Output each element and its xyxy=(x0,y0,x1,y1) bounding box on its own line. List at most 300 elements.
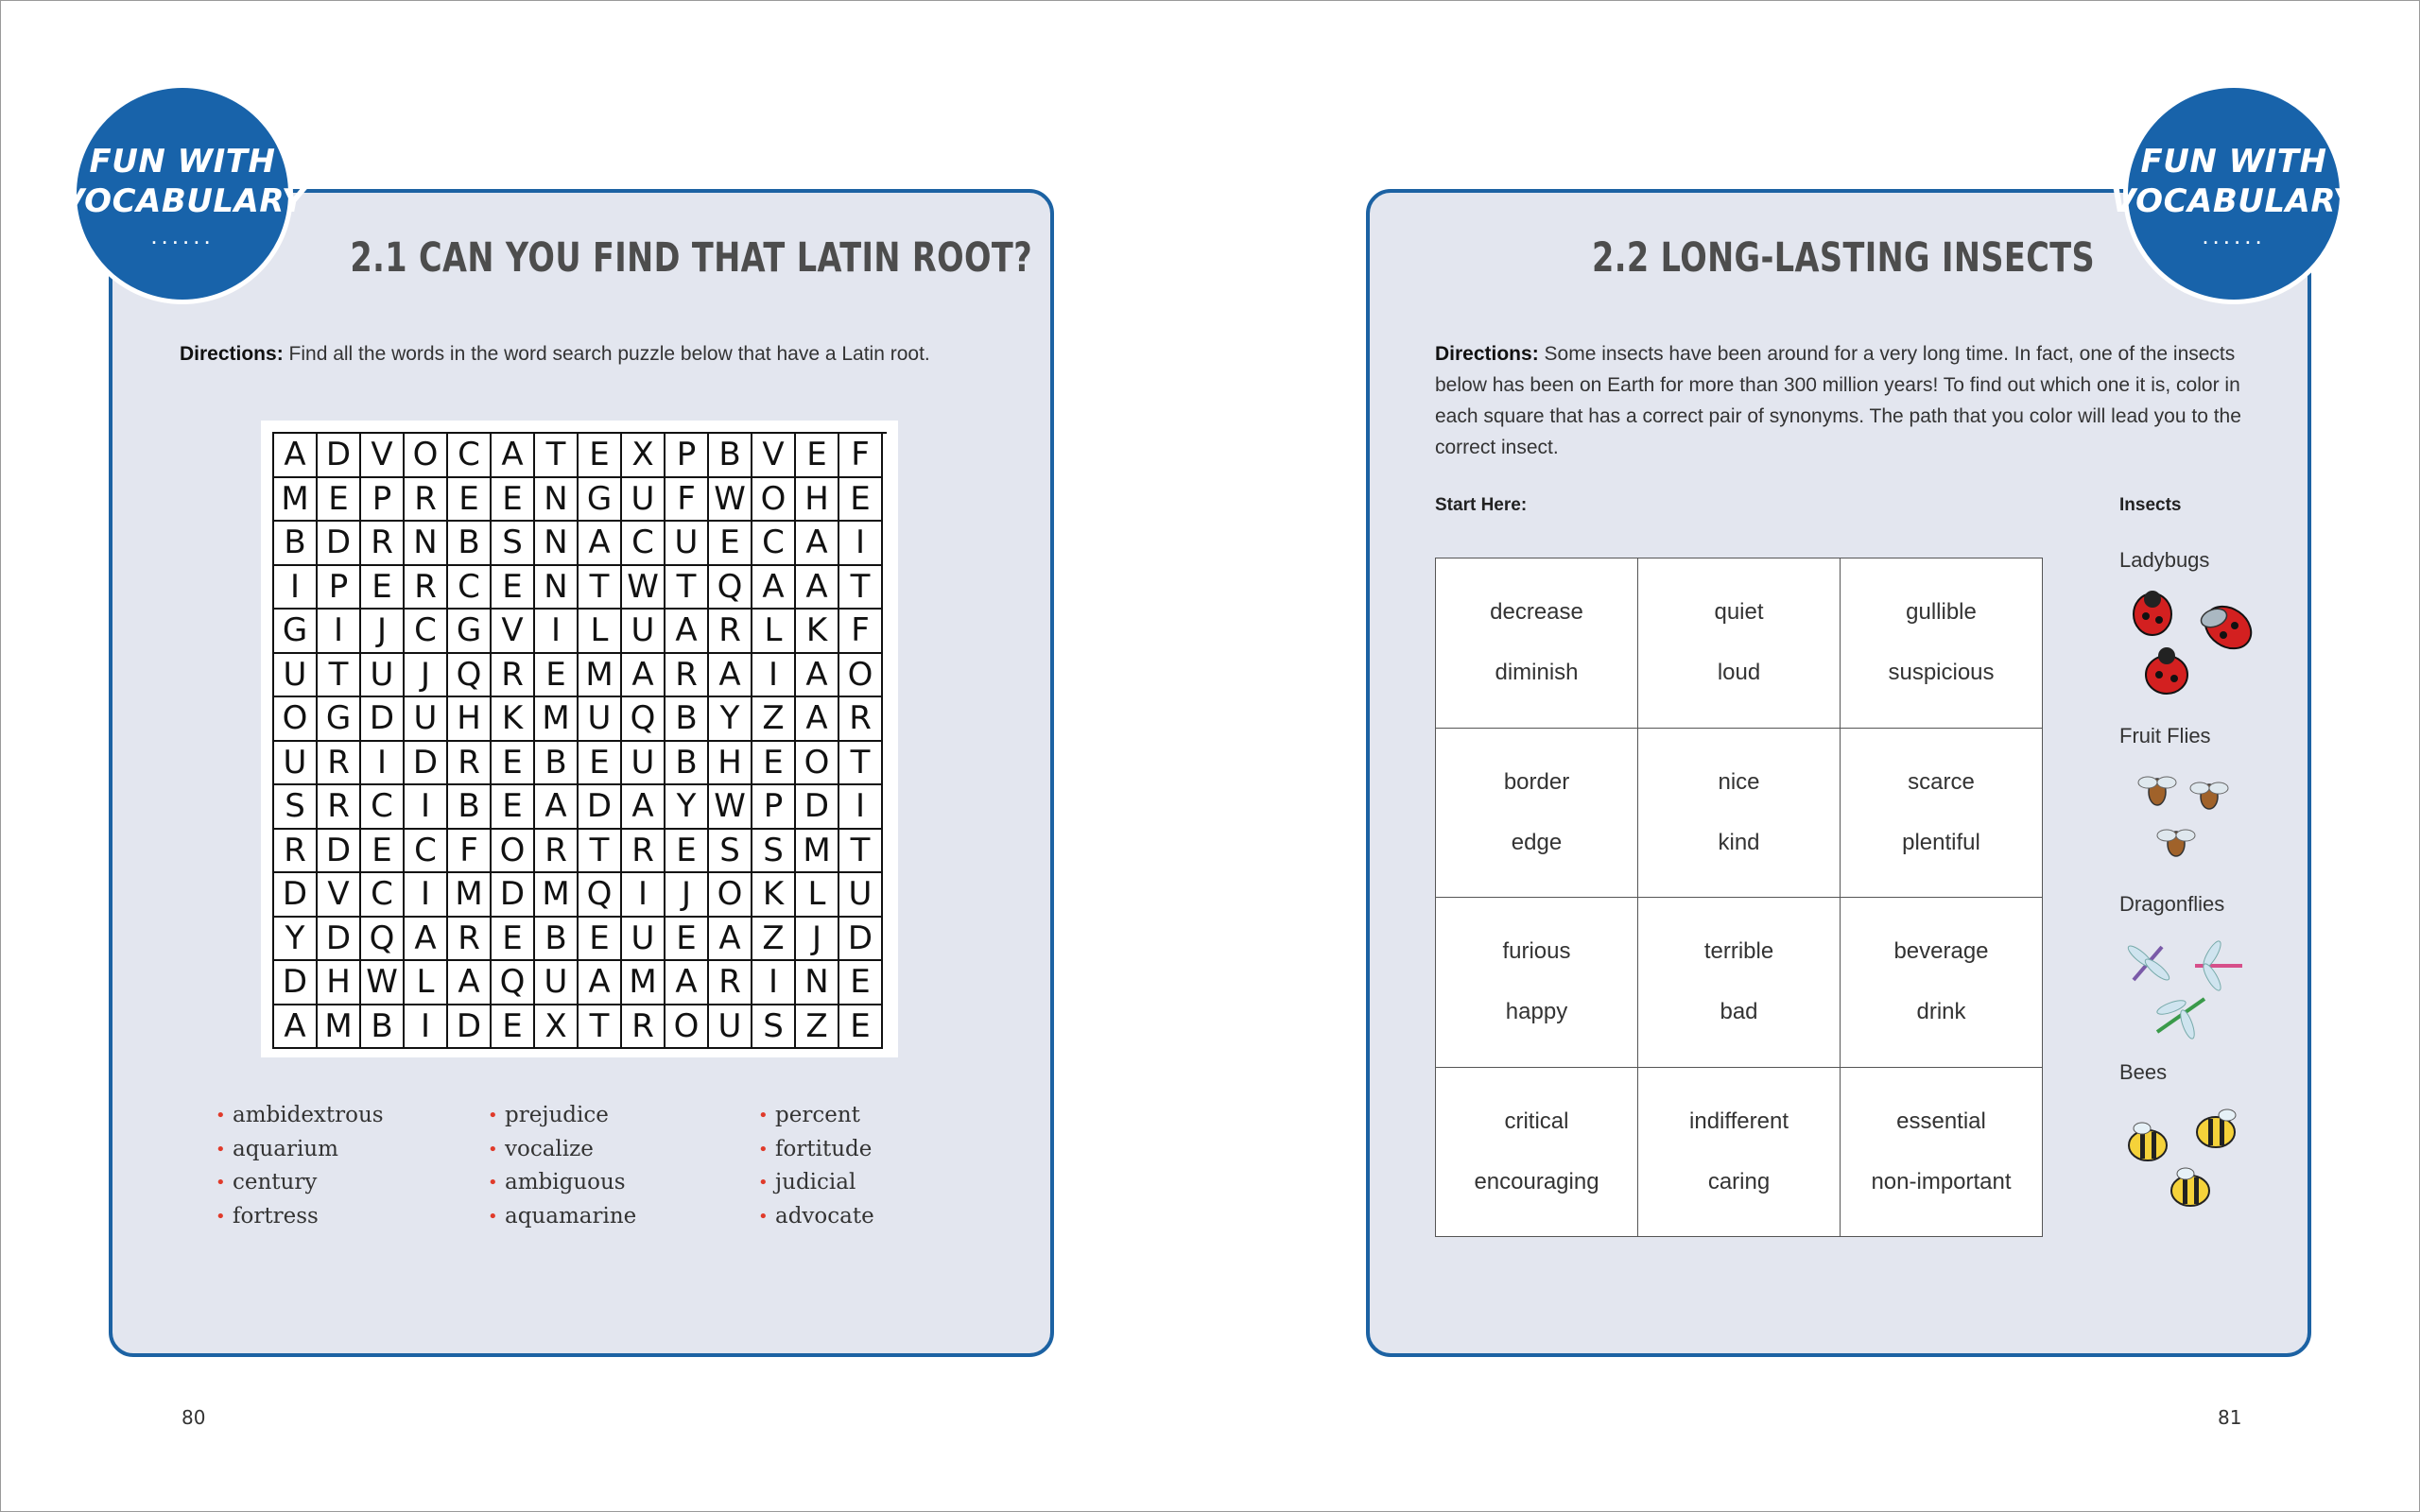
letter-cell[interactable]: U xyxy=(274,654,318,698)
word-list-column-2 xyxy=(488,1099,636,1233)
letter-cell[interactable]: S xyxy=(492,522,535,566)
letter-cell[interactable]: L xyxy=(796,873,839,918)
letter-cell[interactable]: T xyxy=(318,654,361,698)
word-list-item xyxy=(488,1133,636,1167)
synonym-word-bottom: bad xyxy=(1720,999,1758,1025)
letter-cell[interactable]: V xyxy=(318,873,361,918)
letter-cell[interactable]: F xyxy=(839,610,883,654)
letter-cell[interactable]: D xyxy=(579,785,622,830)
bullet-icon: • xyxy=(488,1206,498,1227)
letter-cell[interactable]: P xyxy=(361,478,405,523)
letter-cell[interactable]: T xyxy=(839,742,883,786)
letter-cell[interactable]: Z xyxy=(796,1005,839,1050)
letter-cell[interactable]: E xyxy=(448,478,492,523)
letter-cell[interactable]: C xyxy=(752,522,796,566)
synonym-word-top: scarce xyxy=(1908,768,1975,795)
letter-cell[interactable]: R xyxy=(405,478,448,523)
letter-cell[interactable]: E xyxy=(839,961,883,1005)
bullet-icon: • xyxy=(216,1139,226,1160)
badge-dots: ...... xyxy=(2202,221,2266,249)
word-search-grid xyxy=(272,432,887,1049)
letter-cell[interactable]: A xyxy=(274,1005,318,1050)
ladybugs-icon xyxy=(2119,588,2261,701)
letter-cell[interactable]: I xyxy=(318,610,361,654)
letter-cell[interactable]: H xyxy=(709,742,752,786)
letter-cell[interactable]: N xyxy=(535,478,579,523)
letter-cell[interactable]: L xyxy=(752,610,796,654)
letter-cell[interactable]: S xyxy=(274,785,318,830)
synonym-word-top: furious xyxy=(1502,938,1571,965)
letter-cell[interactable]: E xyxy=(492,566,535,610)
word-list-item xyxy=(758,1099,874,1133)
letter-cell[interactable]: C xyxy=(448,434,492,478)
letter-cell[interactable]: B xyxy=(666,697,709,742)
bullet-icon: • xyxy=(488,1106,498,1125)
letter-cell[interactable]: Q xyxy=(579,873,622,918)
letter-cell[interactable]: W xyxy=(709,785,752,830)
letter-cell[interactable]: R xyxy=(361,522,405,566)
word-text: ambiguous xyxy=(505,1170,626,1195)
word-text: prejudice xyxy=(505,1103,609,1127)
synonym-cell[interactable] xyxy=(1436,1068,1638,1238)
letter-cell[interactable]: A xyxy=(448,961,492,1005)
bullet-icon: • xyxy=(216,1206,226,1227)
letter-cell[interactable]: D xyxy=(274,961,318,1005)
letter-cell[interactable]: D xyxy=(361,697,405,742)
letter-cell[interactable]: R xyxy=(318,785,361,830)
letter-cell[interactable]: P xyxy=(752,785,796,830)
letter-cell[interactable]: I xyxy=(752,961,796,1005)
synonym-word-top: decrease xyxy=(1490,599,1583,626)
badge-line1: FUN WITH xyxy=(2140,143,2327,180)
letter-cell[interactable]: E xyxy=(361,566,405,610)
letter-cell[interactable]: R xyxy=(709,610,752,654)
letter-cell[interactable]: A xyxy=(622,654,666,698)
letter-cell[interactable]: A xyxy=(796,654,839,698)
letter-cell[interactable]: A xyxy=(796,522,839,566)
letter-cell[interactable]: V xyxy=(752,434,796,478)
letter-cell[interactable]: R xyxy=(535,830,579,874)
letter-cell[interactable]: B xyxy=(361,1005,405,1050)
badge-line1: FUN WITH xyxy=(89,143,276,180)
synonym-word-top: essential xyxy=(1896,1108,1986,1134)
word-text: aquarium xyxy=(233,1136,338,1161)
synonym-word-top: indifferent xyxy=(1689,1108,1789,1134)
word-list-item xyxy=(758,1200,874,1234)
letter-cell[interactable]: I xyxy=(622,873,666,918)
dragonflies-icon xyxy=(2119,928,2261,1041)
synonym-word-bottom: happy xyxy=(1505,999,1568,1025)
bullet-icon: • xyxy=(758,1206,769,1227)
letter-cell[interactable]: N xyxy=(535,566,579,610)
letter-cell[interactable]: B xyxy=(448,522,492,566)
letter-cell[interactable]: N xyxy=(535,522,579,566)
letter-cell[interactable]: T xyxy=(579,830,622,874)
letter-cell[interactable]: K xyxy=(492,697,535,742)
letter-cell[interactable]: R xyxy=(622,830,666,874)
letter-cell[interactable]: G xyxy=(448,610,492,654)
letter-cell[interactable]: A xyxy=(709,918,752,962)
letter-cell[interactable]: O xyxy=(666,1005,709,1050)
letter-cell[interactable]: B xyxy=(535,918,579,962)
letter-cell[interactable]: E xyxy=(579,918,622,962)
letter-cell[interactable]: J xyxy=(405,654,448,698)
letter-cell[interactable]: I xyxy=(752,654,796,698)
letter-cell[interactable]: B xyxy=(709,434,752,478)
bullet-icon: • xyxy=(758,1139,769,1160)
letter-cell[interactable]: C xyxy=(361,873,405,918)
word-text: century xyxy=(233,1170,318,1195)
bullet-icon: • xyxy=(758,1106,769,1125)
letter-cell[interactable]: T xyxy=(839,830,883,874)
letter-cell[interactable]: R xyxy=(448,918,492,962)
letter-cell[interactable]: A xyxy=(709,654,752,698)
synonym-word-top: quiet xyxy=(1714,599,1764,626)
letter-cell[interactable]: Z xyxy=(752,697,796,742)
synonym-word-bottom: edge xyxy=(1511,829,1563,855)
letter-cell[interactable]: A xyxy=(752,566,796,610)
letter-cell[interactable]: A xyxy=(405,918,448,962)
letter-cell[interactable]: R xyxy=(318,742,361,786)
letter-cell[interactable]: M xyxy=(796,830,839,874)
word-text: vocalize xyxy=(505,1136,594,1161)
directions-label: Directions: xyxy=(1435,343,1539,365)
synonym-word-bottom: non-important xyxy=(1871,1168,2012,1194)
letter-cell[interactable]: D xyxy=(448,1005,492,1050)
word-list-column-1 xyxy=(216,1099,384,1233)
letter-cell[interactable]: A xyxy=(622,785,666,830)
letter-cell[interactable]: S xyxy=(752,830,796,874)
letter-cell[interactable]: O xyxy=(492,830,535,874)
letter-cell[interactable]: D xyxy=(839,918,883,962)
bees-icon xyxy=(2119,1106,2261,1219)
letter-cell[interactable]: R xyxy=(622,1005,666,1050)
synonym-grid xyxy=(1435,558,2043,1237)
letter-cell[interactable]: E xyxy=(796,434,839,478)
letter-cell[interactable]: O xyxy=(274,697,318,742)
right-directions xyxy=(1435,338,2248,463)
letter-cell[interactable]: I xyxy=(535,610,579,654)
letter-cell[interactable]: M xyxy=(535,873,579,918)
word-list-item xyxy=(216,1200,384,1234)
letter-cell[interactable]: G xyxy=(318,697,361,742)
letter-cell[interactable]: S xyxy=(752,1005,796,1050)
synonym-word-top: nice xyxy=(1718,768,1760,795)
letter-cell[interactable]: E xyxy=(492,918,535,962)
letter-cell[interactable]: A xyxy=(796,566,839,610)
bullet-icon: • xyxy=(758,1173,769,1194)
synonym-cell[interactable] xyxy=(1841,1068,2043,1238)
letter-cell[interactable]: C xyxy=(361,785,405,830)
word-text: aquamarine xyxy=(505,1203,637,1228)
letter-cell[interactable]: M xyxy=(535,697,579,742)
letter-cell[interactable]: U xyxy=(405,697,448,742)
synonym-word-top: border xyxy=(1503,768,1570,795)
letter-cell[interactable]: E xyxy=(492,742,535,786)
synonym-cell[interactable] xyxy=(1841,898,2043,1068)
synonym-word-top: terrible xyxy=(1703,938,1774,965)
letter-cell[interactable]: D xyxy=(318,918,361,962)
letter-cell[interactable]: B xyxy=(535,742,579,786)
letter-cell[interactable]: I xyxy=(405,785,448,830)
letter-cell[interactable]: A xyxy=(535,785,579,830)
letter-cell[interactable]: L xyxy=(405,961,448,1005)
word-text: percent xyxy=(775,1103,860,1127)
word-text: fortitude xyxy=(775,1136,873,1161)
letter-cell[interactable]: E xyxy=(579,434,622,478)
letter-cell[interactable]: A xyxy=(796,697,839,742)
page-number-left: 80 xyxy=(182,1406,206,1429)
letter-cell[interactable]: T xyxy=(579,1005,622,1050)
synonym-word-bottom: suspicious xyxy=(1888,660,1995,686)
letter-cell[interactable]: Q xyxy=(709,566,752,610)
letter-cell[interactable]: M xyxy=(579,654,622,698)
letter-cell[interactable]: D xyxy=(796,785,839,830)
synonym-cell[interactable] xyxy=(1841,729,2043,899)
letter-cell[interactable]: A xyxy=(666,961,709,1005)
bullet-icon: • xyxy=(216,1106,226,1125)
synonym-cell[interactable] xyxy=(1638,1068,1841,1238)
synonym-word-top: critical xyxy=(1504,1108,1569,1134)
letter-cell[interactable]: J xyxy=(666,873,709,918)
letter-cell[interactable]: C xyxy=(448,566,492,610)
directions-label: Directions: xyxy=(180,343,284,365)
letter-cell[interactable]: U xyxy=(274,742,318,786)
letter-cell[interactable]: E xyxy=(839,1005,883,1050)
synonym-cell[interactable] xyxy=(1638,729,1841,899)
letter-cell[interactable]: H xyxy=(796,478,839,523)
start-here-label: Start Here: xyxy=(1435,495,1528,515)
bullet-icon: • xyxy=(488,1139,498,1160)
letter-cell[interactable]: X xyxy=(622,434,666,478)
left-vocab-badge xyxy=(59,83,306,304)
word-list-item xyxy=(758,1166,874,1200)
letter-cell[interactable]: U xyxy=(622,478,666,523)
letter-cell[interactable]: M xyxy=(318,1005,361,1050)
letter-cell[interactable]: R xyxy=(274,830,318,874)
letter-cell[interactable]: F xyxy=(839,434,883,478)
letter-cell[interactable]: C xyxy=(405,610,448,654)
insect-name-ladybugs: Ladybugs xyxy=(2119,548,2210,572)
letter-cell[interactable]: Y xyxy=(274,918,318,962)
letter-cell[interactable]: I xyxy=(274,566,318,610)
letter-cell[interactable]: B xyxy=(666,742,709,786)
letter-cell[interactable]: E xyxy=(492,785,535,830)
synonym-cell[interactable] xyxy=(1638,898,1841,1068)
letter-cell[interactable]: I xyxy=(405,873,448,918)
letter-cell[interactable]: D xyxy=(318,434,361,478)
letter-cell[interactable]: E xyxy=(666,918,709,962)
letter-cell[interactable]: Q xyxy=(492,961,535,1005)
letter-cell[interactable]: A xyxy=(492,434,535,478)
letter-cell[interactable]: W xyxy=(709,478,752,523)
letter-cell[interactable]: A xyxy=(274,434,318,478)
letter-cell[interactable]: H xyxy=(448,697,492,742)
word-text: judicial xyxy=(775,1170,856,1195)
badge-dots: ...... xyxy=(150,221,215,249)
letter-cell[interactable]: K xyxy=(796,610,839,654)
letter-cell[interactable]: I xyxy=(405,1005,448,1050)
left-directions xyxy=(180,338,1030,369)
synonym-word-bottom: drink xyxy=(1916,999,1966,1025)
letter-cell[interactable]: H xyxy=(318,961,361,1005)
fruit-flies-icon xyxy=(2119,764,2261,877)
letter-cell[interactable]: T xyxy=(535,434,579,478)
letter-cell[interactable]: D xyxy=(274,873,318,918)
letter-cell[interactable]: N xyxy=(796,961,839,1005)
letter-cell[interactable]: R xyxy=(666,654,709,698)
synonym-word-bottom: encouraging xyxy=(1474,1168,1599,1194)
letter-cell[interactable]: Y xyxy=(709,697,752,742)
letter-cell[interactable]: M xyxy=(622,961,666,1005)
letter-cell[interactable]: U xyxy=(622,610,666,654)
letter-cell[interactable]: A xyxy=(579,522,622,566)
synonym-cell[interactable] xyxy=(1436,729,1638,899)
bullet-icon: • xyxy=(216,1173,226,1194)
letter-cell[interactable]: T xyxy=(579,566,622,610)
directions-text: Find all the words in the word search puzzle below that have a Latin root. xyxy=(283,343,930,365)
letter-cell[interactable]: R xyxy=(448,742,492,786)
letter-cell[interactable]: E xyxy=(492,1005,535,1050)
letter-cell[interactable]: J xyxy=(796,918,839,962)
letter-cell[interactable]: O xyxy=(752,478,796,523)
synonym-word-bottom: loud xyxy=(1717,660,1761,686)
letter-cell[interactable]: U xyxy=(839,873,883,918)
letter-cell[interactable]: E xyxy=(361,830,405,874)
synonym-word-bottom: caring xyxy=(1707,1168,1771,1194)
letter-cell[interactable]: S xyxy=(709,830,752,874)
letter-cell[interactable]: X xyxy=(535,1005,579,1050)
letter-cell[interactable]: U xyxy=(622,742,666,786)
word-text: fortress xyxy=(233,1203,319,1228)
letter-cell[interactable]: E xyxy=(709,522,752,566)
letter-cell[interactable]: C xyxy=(622,522,666,566)
letter-cell[interactable]: Q xyxy=(361,918,405,962)
insects-label: Insects xyxy=(2119,495,2182,515)
letter-cell[interactable]: T xyxy=(839,566,883,610)
left-page-title: 2.1 CAN YOU FIND THAT LATIN ROOT? xyxy=(350,234,1033,282)
page-number-right: 81 xyxy=(2218,1406,2242,1429)
letter-cell[interactable]: U xyxy=(535,961,579,1005)
letter-cell[interactable]: E xyxy=(666,830,709,874)
letter-cell[interactable]: U xyxy=(579,697,622,742)
letter-cell[interactable]: R xyxy=(839,697,883,742)
letter-cell[interactable]: I xyxy=(361,742,405,786)
letter-cell[interactable]: U xyxy=(361,654,405,698)
right-vocab-badge xyxy=(2110,83,2358,304)
synonym-word-bottom: plentiful xyxy=(1902,829,1980,855)
letter-cell[interactable]: M xyxy=(448,873,492,918)
word-list-item xyxy=(216,1099,384,1133)
synonym-cell[interactable] xyxy=(1638,558,1841,729)
letter-cell[interactable]: E xyxy=(318,478,361,523)
letter-cell[interactable]: B xyxy=(274,522,318,566)
letter-cell[interactable]: G xyxy=(579,478,622,523)
insect-name-bees: Bees xyxy=(2119,1060,2168,1084)
insect-name-fruit-flies: Fruit Flies xyxy=(2119,724,2211,747)
letter-cell[interactable]: U xyxy=(666,522,709,566)
letter-cell[interactable]: D xyxy=(318,522,361,566)
word-text: advocate xyxy=(775,1203,874,1228)
letter-cell[interactable]: A xyxy=(666,610,709,654)
word-list-item xyxy=(488,1200,636,1234)
word-text: ambidextrous xyxy=(233,1103,384,1127)
letter-cell[interactable]: L xyxy=(579,610,622,654)
letter-cell[interactable]: E xyxy=(535,654,579,698)
letter-cell[interactable]: D xyxy=(492,873,535,918)
badge-line2: VOCABULARY xyxy=(2110,182,2358,220)
letter-cell[interactable]: W xyxy=(361,961,405,1005)
letter-cell[interactable]: Y xyxy=(666,785,709,830)
letter-cell[interactable]: Q xyxy=(448,654,492,698)
letter-cell[interactable]: I xyxy=(839,785,883,830)
letter-cell[interactable]: O xyxy=(839,654,883,698)
letter-cell[interactable]: F xyxy=(448,830,492,874)
letter-cell[interactable]: P xyxy=(666,434,709,478)
word-search-puzzle xyxy=(261,421,898,1057)
letter-cell[interactable]: O xyxy=(709,873,752,918)
letter-cell[interactable]: R xyxy=(709,961,752,1005)
word-list-item xyxy=(488,1166,636,1200)
letter-cell[interactable]: R xyxy=(405,566,448,610)
right-page-title: 2.2 LONG-LASTING INSECTS xyxy=(1591,234,2096,282)
letter-cell[interactable]: V xyxy=(492,610,535,654)
letter-cell[interactable]: O xyxy=(796,742,839,786)
insect-name-dragonflies: Dragonflies xyxy=(2119,892,2225,916)
letter-cell[interactable]: O xyxy=(405,434,448,478)
letter-cell[interactable]: T xyxy=(666,566,709,610)
letter-cell[interactable]: D xyxy=(318,830,361,874)
synonym-cell[interactable] xyxy=(1436,898,1638,1068)
letter-cell[interactable]: F xyxy=(666,478,709,523)
letter-cell[interactable]: D xyxy=(405,742,448,786)
letter-cell[interactable]: M xyxy=(274,478,318,523)
synonym-cell[interactable] xyxy=(1841,558,2043,729)
word-list-item xyxy=(216,1166,384,1200)
letter-cell[interactable]: V xyxy=(361,434,405,478)
synonym-word-bottom: kind xyxy=(1718,829,1760,855)
directions-text: Some insects have been around for a very long time. In fact, one of the insects below has been on Earth for more than 300 million years! To find out which one it is, color in each square that has a correct pair of synonyms. The path that you color will lead you to the correct insect. xyxy=(1435,343,2241,458)
bullet-icon: • xyxy=(488,1173,498,1194)
synonym-word-top: beverage xyxy=(1893,938,1989,965)
letter-cell[interactable]: W xyxy=(622,566,666,610)
letter-cell[interactable]: P xyxy=(318,566,361,610)
letter-cell[interactable]: C xyxy=(405,830,448,874)
letter-cell[interactable]: U xyxy=(622,918,666,962)
letter-cell[interactable]: R xyxy=(492,654,535,698)
letter-cell[interactable]: E xyxy=(579,742,622,786)
letter-cell[interactable]: E xyxy=(839,478,883,523)
letter-cell[interactable]: B xyxy=(448,785,492,830)
letter-cell[interactable]: Z xyxy=(752,918,796,962)
letter-cell[interactable]: K xyxy=(752,873,796,918)
letter-cell[interactable]: U xyxy=(709,1005,752,1050)
word-list-column-3 xyxy=(758,1099,874,1233)
letter-cell[interactable]: E xyxy=(492,478,535,523)
letter-cell[interactable]: G xyxy=(274,610,318,654)
letter-cell[interactable]: N xyxy=(405,522,448,566)
badge-line2: VOCABULARY xyxy=(59,182,306,220)
letter-cell[interactable]: J xyxy=(361,610,405,654)
letter-cell[interactable]: Q xyxy=(622,697,666,742)
letter-cell[interactable]: A xyxy=(579,961,622,1005)
synonym-cell[interactable] xyxy=(1436,558,1638,729)
synonym-word-bottom: diminish xyxy=(1495,660,1579,686)
word-list-item xyxy=(216,1133,384,1167)
letter-cell[interactable]: E xyxy=(752,742,796,786)
word-list-item xyxy=(758,1133,874,1167)
letter-cell[interactable]: I xyxy=(839,522,883,566)
